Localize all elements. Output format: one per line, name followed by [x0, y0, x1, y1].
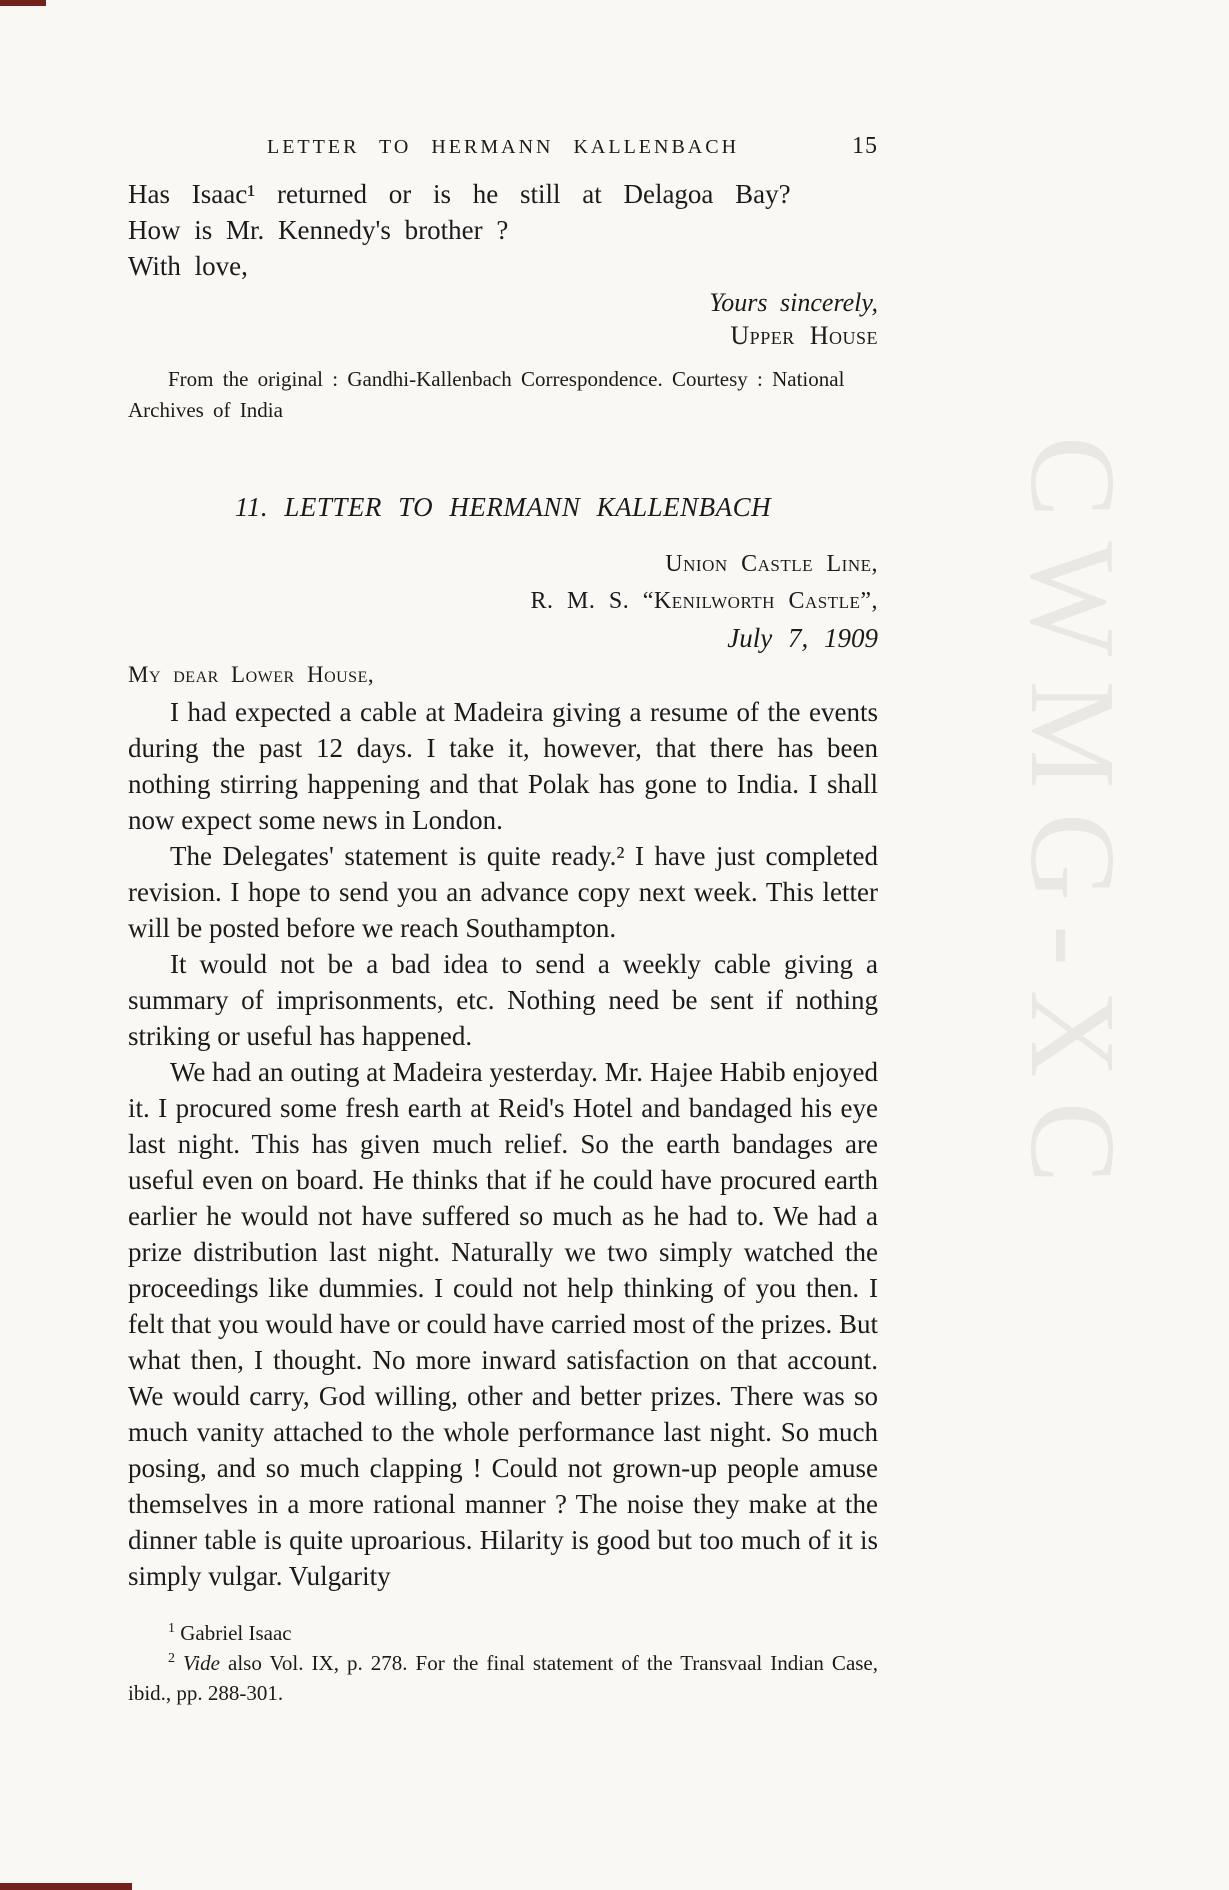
source-note-line: Archives of India	[128, 398, 283, 422]
footnote-marker: 1	[168, 1621, 175, 1636]
letter-paragraph: It would not be a bad idea to send a weekly cable giving a summary of imprisonments, etc. Nothing need be sent if nothing striking or useful has happened.	[128, 949, 878, 1051]
letter-paragraph: I had expected a cable at Madeira giving a resume of the events during the past 12 days. I take it, however, that there has been nothing stirring happening and that Polak has gone to India. I shall now expect some news in London.	[128, 697, 878, 835]
text-line: Has Isaac¹ returned or is he still at Delagoa Bay?	[128, 179, 791, 209]
salutation: My dear Lower House,	[128, 662, 375, 687]
page-number: 15	[852, 133, 878, 159]
footnotes	[128, 1618, 878, 1708]
footnote-italic-lead: Vide	[183, 1651, 220, 1675]
letter-heading: 11. LETTER TO HERMANN KALLENBACH	[234, 492, 772, 522]
scan-edge-artifact-top	[0, 0, 46, 6]
valediction: Yours sincerely,	[709, 288, 878, 317]
letter-paragraph: The Delegates' statement is quite ready.² I have just completed revision. I hope to send you an advance copy next week. This letter will be posted before we reach Southampton.	[128, 841, 878, 943]
letter-date: July 7, 1909	[727, 623, 878, 653]
cwmg-watermark: CWMG-XC	[1005, 436, 1140, 1208]
letterhead	[128, 546, 878, 657]
letterhead-line: Union Castle Line,	[665, 551, 878, 577]
letter-paragraph: We had an outing at Madeira yesterday. Mr. Hajee Habib enjoyed it. I procured some fresh earth at Reid's Hotel and bandaged his eye last night. This has given much relief. So the earth bandages are useful even on board. He thinks that if he could have procured earth earlier he would not have suffered so much as he had to. We had a prize distribution last night. Naturally we two simply watched the proceedings like dummies. I could not help thinking of you then. I felt that you would have or could have carried most of the prizes. But what then, I thought. No more inward satisfaction on that account. We would carry, God willing, other and better prizes. There was so much vanity attached to the whole performance last night. So much posing, and so much clapping ! Could not grown-up people amuse themselves in a more rational manner ? The noise they make at the dinner table is quite uproarious. Hilarity is good but too much of it is simply vulgar. Vulgarity	[128, 1057, 878, 1591]
footnote-marker: 2	[168, 1651, 175, 1666]
running-header: LETTER TO HERMANN KALLENBACH	[266, 136, 740, 158]
previous-letter-closing	[128, 176, 878, 352]
text-column	[128, 133, 879, 1708]
footnote	[128, 1618, 878, 1648]
signature: Upper House	[730, 321, 878, 350]
scan-edge-artifact-bottom	[0, 1883, 132, 1890]
source-note-line: From the original : Gandhi-Kallenbach Correspondence. Courtesy : National	[168, 367, 845, 391]
letter-body	[128, 694, 878, 1594]
text-line: How is Mr. Kennedy's brother ?	[128, 215, 509, 245]
footnote-text: also Vol. IX, p. 278. For the final statement of the Transvaal Indian Case, ibid., pp. 288-301.	[128, 1651, 879, 1705]
letterhead-line: R. M. S. “Kenilworth Castle”,	[530, 588, 878, 614]
footnote-text: Gabriel Isaac	[180, 1621, 292, 1645]
page-header	[128, 133, 878, 168]
source-note	[128, 364, 878, 426]
text-line: With love,	[128, 251, 248, 281]
footnote	[128, 1648, 878, 1708]
